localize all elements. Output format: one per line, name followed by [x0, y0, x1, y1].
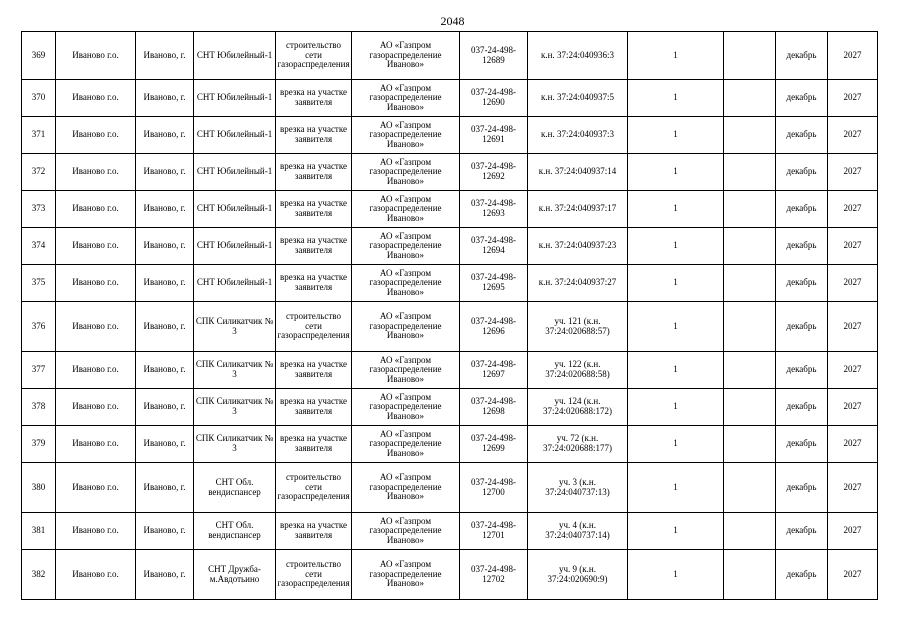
settlement-cell: СПК Силикатчик № 3: [194, 426, 276, 463]
month-cell: декабрь: [776, 302, 828, 352]
application-number-cell: 037-24-498-12693: [460, 191, 528, 228]
empty-cell: [724, 117, 776, 154]
work-type-cell: врезка на участке заявителя: [276, 265, 352, 302]
work-type-cell: строительство сети газораспределения: [276, 32, 352, 80]
application-number-cell: 037-24-498-12702: [460, 550, 528, 600]
locality-cell: Иваново, г.: [136, 463, 194, 513]
locality-cell: Иваново, г.: [136, 80, 194, 117]
row-number: 372: [22, 154, 56, 191]
table-row: [22, 463, 878, 513]
quantity-cell: 1: [628, 265, 724, 302]
municipality-cell: Иваново г.о.: [56, 389, 136, 426]
registry-table: [21, 31, 878, 600]
organization-cell: АО «Газпром газораспределение Иваново»: [352, 80, 460, 117]
work-type-cell: строительство сети газораспределения: [276, 550, 352, 600]
organization-cell: АО «Газпром газораспределение Иваново»: [352, 228, 460, 265]
quantity-cell: 1: [628, 463, 724, 513]
cadastral-number-cell: уч. 4 (к.н. 37:24:040737:14): [528, 513, 628, 550]
settlement-cell: СНТ Юбилейный-1: [194, 154, 276, 191]
organization-cell: АО «Газпром газораспределение Иваново»: [352, 265, 460, 302]
settlement-cell: СПК Силикатчик № 3: [194, 352, 276, 389]
year-cell: 2027: [828, 191, 878, 228]
settlement-cell: СПК Силикатчик № 3: [194, 302, 276, 352]
month-cell: декабрь: [776, 191, 828, 228]
settlement-cell: СНТ Юбилейный-1: [194, 32, 276, 80]
month-cell: декабрь: [776, 265, 828, 302]
municipality-cell: Иваново г.о.: [56, 265, 136, 302]
table-row: [22, 154, 878, 191]
row-number: 374: [22, 228, 56, 265]
municipality-cell: Иваново г.о.: [56, 352, 136, 389]
work-type-cell: строительство сети газораспределения: [276, 463, 352, 513]
row-number: 370: [22, 80, 56, 117]
organization-cell: АО «Газпром газораспределение Иваново»: [352, 117, 460, 154]
table-body: [22, 32, 878, 600]
table-row: [22, 550, 878, 600]
settlement-cell: СНТ Дружба-м.Авдотьино: [194, 550, 276, 600]
organization-cell: АО «Газпром газораспределение Иваново»: [352, 426, 460, 463]
municipality-cell: Иваново г.о.: [56, 117, 136, 154]
row-number: 378: [22, 389, 56, 426]
cadastral-number-cell: уч. 9 (к.н. 37:24:020690:9): [528, 550, 628, 600]
month-cell: декабрь: [776, 426, 828, 463]
empty-cell: [724, 513, 776, 550]
table-row: [22, 352, 878, 389]
empty-cell: [724, 154, 776, 191]
work-type-cell: врезка на участке заявителя: [276, 228, 352, 265]
empty-cell: [724, 352, 776, 389]
year-cell: 2027: [828, 228, 878, 265]
work-type-cell: врезка на участке заявителя: [276, 426, 352, 463]
municipality-cell: Иваново г.о.: [56, 80, 136, 117]
empty-cell: [724, 463, 776, 513]
quantity-cell: 1: [628, 426, 724, 463]
year-cell: 2027: [828, 265, 878, 302]
work-type-cell: врезка на участке заявителя: [276, 191, 352, 228]
application-number-cell: 037-24-498-12695: [460, 265, 528, 302]
application-number-cell: 037-24-498-12698: [460, 389, 528, 426]
quantity-cell: 1: [628, 154, 724, 191]
page-number: 2048: [440, 14, 465, 28]
locality-cell: Иваново, г.: [136, 302, 194, 352]
application-number-cell: 037-24-498-12700: [460, 463, 528, 513]
organization-cell: АО «Газпром газораспределение Иваново»: [352, 154, 460, 191]
empty-cell: [724, 191, 776, 228]
municipality-cell: Иваново г.о.: [56, 302, 136, 352]
table-row: [22, 426, 878, 463]
row-number: 382: [22, 550, 56, 600]
row-number: 371: [22, 117, 56, 154]
settlement-cell: СНТ Юбилейный-1: [194, 117, 276, 154]
year-cell: 2027: [828, 352, 878, 389]
work-type-cell: строительство сети газораспределения: [276, 302, 352, 352]
organization-cell: АО «Газпром газораспределение Иваново»: [352, 550, 460, 600]
application-number-cell: 037-24-498-12692: [460, 154, 528, 191]
municipality-cell: Иваново г.о.: [56, 191, 136, 228]
empty-cell: [724, 426, 776, 463]
quantity-cell: 1: [628, 228, 724, 265]
locality-cell: Иваново, г.: [136, 550, 194, 600]
empty-cell: [724, 80, 776, 117]
month-cell: декабрь: [776, 228, 828, 265]
cadastral-number-cell: уч. 124 (к.н. 37:24:020688:172): [528, 389, 628, 426]
row-number: 377: [22, 352, 56, 389]
settlement-cell: СНТ Юбилейный-1: [194, 191, 276, 228]
month-cell: декабрь: [776, 80, 828, 117]
cadastral-number-cell: уч. 72 (к.н. 37:24:020688:177): [528, 426, 628, 463]
table-row: [22, 32, 878, 80]
work-type-cell: врезка на участке заявителя: [276, 513, 352, 550]
table-row: [22, 80, 878, 117]
empty-cell: [724, 265, 776, 302]
row-number: 379: [22, 426, 56, 463]
settlement-cell: СПК Силикатчик № 3: [194, 389, 276, 426]
row-number: 376: [22, 302, 56, 352]
application-number-cell: 037-24-498-12690: [460, 80, 528, 117]
row-number: 381: [22, 513, 56, 550]
empty-cell: [724, 550, 776, 600]
empty-cell: [724, 32, 776, 80]
application-number-cell: 037-24-498-12697: [460, 352, 528, 389]
row-number: 375: [22, 265, 56, 302]
application-number-cell: 037-24-498-12694: [460, 228, 528, 265]
table-row: [22, 389, 878, 426]
municipality-cell: Иваново г.о.: [56, 426, 136, 463]
year-cell: 2027: [828, 80, 878, 117]
settlement-cell: СНТ Юбилейный-1: [194, 265, 276, 302]
quantity-cell: 1: [628, 513, 724, 550]
year-cell: 2027: [828, 426, 878, 463]
cadastral-number-cell: к.н. 37:24:040937:14: [528, 154, 628, 191]
table-row: [22, 513, 878, 550]
organization-cell: АО «Газпром газораспределение Иваново»: [352, 389, 460, 426]
year-cell: 2027: [828, 463, 878, 513]
row-number: 373: [22, 191, 56, 228]
locality-cell: Иваново, г.: [136, 389, 194, 426]
table-row: [22, 265, 878, 302]
table-row: [22, 302, 878, 352]
application-number-cell: 037-24-498-12691: [460, 117, 528, 154]
month-cell: декабрь: [776, 154, 828, 191]
month-cell: декабрь: [776, 463, 828, 513]
quantity-cell: 1: [628, 32, 724, 80]
settlement-cell: СНТ Юбилейный-1: [194, 228, 276, 265]
quantity-cell: 1: [628, 389, 724, 426]
locality-cell: Иваново, г.: [136, 32, 194, 80]
municipality-cell: Иваново г.о.: [56, 463, 136, 513]
cadastral-number-cell: к.н. 37:24:040937:27: [528, 265, 628, 302]
empty-cell: [724, 302, 776, 352]
table-row: [22, 228, 878, 265]
organization-cell: АО «Газпром газораспределение Иваново»: [352, 352, 460, 389]
organization-cell: АО «Газпром газораспределение Иваново»: [352, 32, 460, 80]
quantity-cell: 1: [628, 80, 724, 117]
organization-cell: АО «Газпром газораспределение Иваново»: [352, 191, 460, 228]
cadastral-number-cell: к.н. 37:24:040937:3: [528, 117, 628, 154]
year-cell: 2027: [828, 154, 878, 191]
settlement-cell: СНТ Юбилейный-1: [194, 80, 276, 117]
year-cell: 2027: [828, 117, 878, 154]
table-row: [22, 117, 878, 154]
work-type-cell: врезка на участке заявителя: [276, 389, 352, 426]
organization-cell: АО «Газпром газораспределение Иваново»: [352, 302, 460, 352]
municipality-cell: Иваново г.о.: [56, 513, 136, 550]
month-cell: декабрь: [776, 513, 828, 550]
locality-cell: Иваново, г.: [136, 352, 194, 389]
settlement-cell: СНТ Обл. вендиспансер: [194, 463, 276, 513]
month-cell: декабрь: [776, 550, 828, 600]
quantity-cell: 1: [628, 352, 724, 389]
work-type-cell: врезка на участке заявителя: [276, 352, 352, 389]
cadastral-number-cell: к.н. 37:24:040937:17: [528, 191, 628, 228]
month-cell: декабрь: [776, 389, 828, 426]
organization-cell: АО «Газпром газораспределение Иваново»: [352, 513, 460, 550]
cadastral-number-cell: уч. 3 (к.н. 37:24:040737:13): [528, 463, 628, 513]
year-cell: 2027: [828, 302, 878, 352]
cadastral-number-cell: к.н. 37:24:040937:5: [528, 80, 628, 117]
year-cell: 2027: [828, 513, 878, 550]
application-number-cell: 037-24-498-12699: [460, 426, 528, 463]
quantity-cell: 1: [628, 117, 724, 154]
locality-cell: Иваново, г.: [136, 265, 194, 302]
table-row: [22, 191, 878, 228]
quantity-cell: 1: [628, 191, 724, 228]
empty-cell: [724, 389, 776, 426]
municipality-cell: Иваново г.о.: [56, 32, 136, 80]
locality-cell: Иваново, г.: [136, 117, 194, 154]
settlement-cell: СНТ Обл. вендиспансер: [194, 513, 276, 550]
work-type-cell: врезка на участке заявителя: [276, 80, 352, 117]
empty-cell: [724, 228, 776, 265]
locality-cell: Иваново, г.: [136, 154, 194, 191]
locality-cell: Иваново, г.: [136, 426, 194, 463]
municipality-cell: Иваново г.о.: [56, 154, 136, 191]
locality-cell: Иваново, г.: [136, 191, 194, 228]
quantity-cell: 1: [628, 550, 724, 600]
organization-cell: АО «Газпром газораспределение Иваново»: [352, 463, 460, 513]
cadastral-number-cell: к.н. 37:24:040937:23: [528, 228, 628, 265]
cadastral-number-cell: уч. 121 (к.н. 37:24:020688:57): [528, 302, 628, 352]
year-cell: 2027: [828, 32, 878, 80]
quantity-cell: 1: [628, 302, 724, 352]
locality-cell: Иваново, г.: [136, 228, 194, 265]
month-cell: декабрь: [776, 117, 828, 154]
month-cell: декабрь: [776, 352, 828, 389]
work-type-cell: врезка на участке заявителя: [276, 117, 352, 154]
month-cell: декабрь: [776, 32, 828, 80]
application-number-cell: 037-24-498-12701: [460, 513, 528, 550]
year-cell: 2027: [828, 389, 878, 426]
cadastral-number-cell: уч. 122 (к.н. 37:24:020688:58): [528, 352, 628, 389]
row-number: 369: [22, 32, 56, 80]
municipality-cell: Иваново г.о.: [56, 228, 136, 265]
application-number-cell: 037-24-498-12696: [460, 302, 528, 352]
row-number: 380: [22, 463, 56, 513]
cadastral-number-cell: к.н. 37:24:040936:3: [528, 32, 628, 80]
locality-cell: Иваново, г.: [136, 513, 194, 550]
municipality-cell: Иваново г.о.: [56, 550, 136, 600]
work-type-cell: врезка на участке заявителя: [276, 154, 352, 191]
year-cell: 2027: [828, 550, 878, 600]
application-number-cell: 037-24-498-12689: [460, 32, 528, 80]
